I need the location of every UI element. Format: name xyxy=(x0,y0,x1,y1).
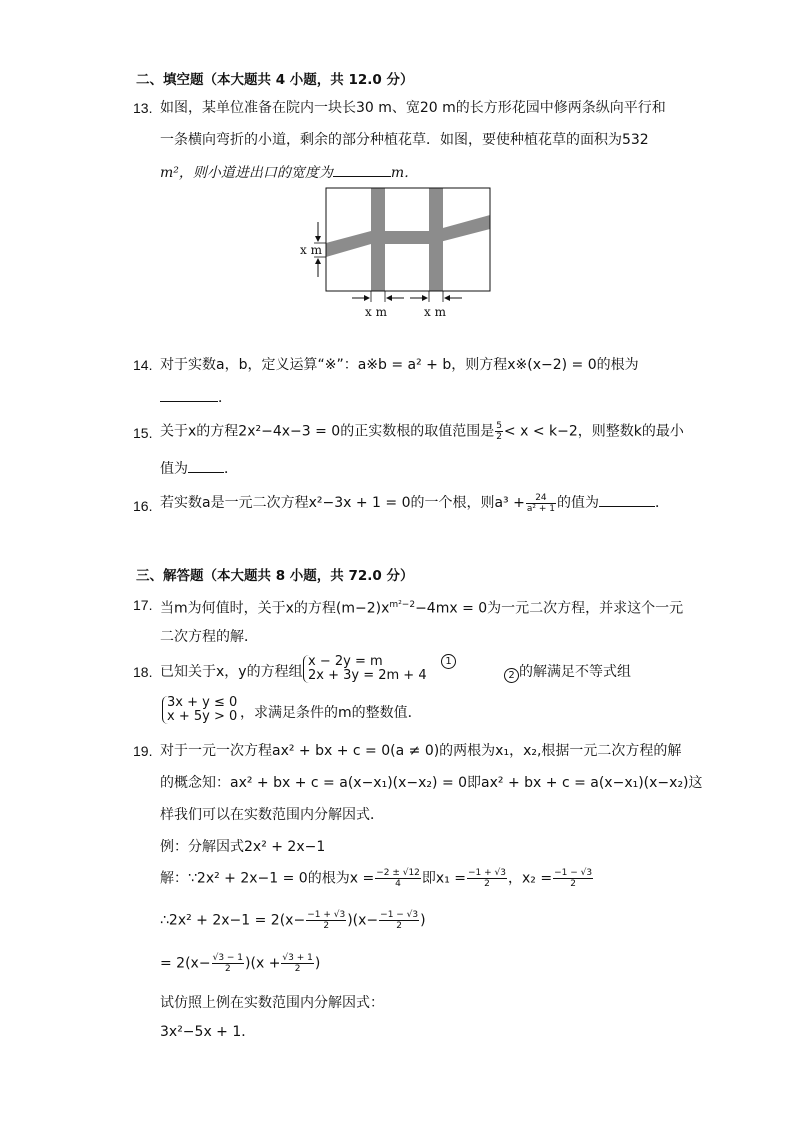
q15-line-2-end: ． xyxy=(224,461,238,477)
fraction-numerator: −1 − √3 xyxy=(380,910,419,920)
q17-line-1 xyxy=(160,595,683,619)
fraction-numerator: 24 xyxy=(526,493,556,504)
q13-line-3-end: m． xyxy=(390,165,419,181)
q15-line-1-start: 关于x的方程2x²−4x−3 = 0的正实数根的取值范围是 xyxy=(160,423,495,440)
section-title-solve: 三、解答题（本大题共 8 小题，共 72.0 分） xyxy=(136,568,414,584)
q16-line-1 xyxy=(160,492,669,514)
step-1-mid: )(x− xyxy=(347,912,379,929)
fraction-denominator: 2 xyxy=(396,921,403,931)
step-2-end: ) xyxy=(314,955,321,972)
question-number-15: 15. xyxy=(133,425,153,441)
fraction-denominator: 2 xyxy=(570,879,576,889)
inequality-2: x + 5y > 0 xyxy=(167,709,238,724)
fraction-numerator: −1 + √3 xyxy=(307,910,346,920)
fraction-5-over-2 xyxy=(495,421,503,442)
q13-line-3-start: m²，则小道进出口的宽度为 xyxy=(160,165,333,181)
q18-line-1-start: 已知关于x，y的方程组 xyxy=(160,664,303,680)
fraction-numerator: √3 − 1 xyxy=(212,953,244,963)
solution-start: 解：∵2x² + 2x−1 = 0的根为x = xyxy=(160,870,375,887)
question-number-16: 16. xyxy=(133,498,153,514)
q17-line-1-start: 当m为何值时，关于x的方程(m−2)x xyxy=(160,600,390,617)
x2-fraction xyxy=(553,868,593,889)
vertical-path-1 xyxy=(371,188,385,291)
q18-line-1-end: 的解满足不等式组 xyxy=(519,664,631,680)
answer-blank[interactable] xyxy=(188,458,224,473)
fraction-denominator: 2 xyxy=(224,964,231,974)
step-1-fraction-1 xyxy=(306,910,346,931)
question-number-14: 14. xyxy=(133,357,153,373)
fraction-denominator: 2 xyxy=(323,921,330,931)
q13-line-3 xyxy=(160,162,418,183)
q14-line-1: 对于实数a，b，定义运算“※”：a※b = a² + b，则方程x※(x−2) = 0的根为 xyxy=(160,357,639,373)
q19-solution-line xyxy=(160,868,594,889)
q17-line-2: 二次方程的解． xyxy=(160,629,258,645)
fraction-denominator: 2 xyxy=(484,879,490,889)
q19-expression: 3x²−5x + 1． xyxy=(160,1024,256,1040)
q13-line-2: 一条横向弯折的小道，剩余的部分种植花草．如图，要使种植花草的面积为532 xyxy=(160,132,649,148)
q19-example: 例：分解因式2x² + 2x−1 xyxy=(160,839,326,855)
fraction-denominator: 2 xyxy=(496,432,502,442)
question-number-19: 19. xyxy=(133,743,153,759)
q19-task: 试仿照上例在实数范围内分解因式： xyxy=(160,995,384,1011)
circled-number-1: 1 xyxy=(441,654,456,669)
q19-step-2 xyxy=(160,953,320,974)
figure-label-left: x m xyxy=(300,243,322,257)
solution-x2-label: ，x₂ = xyxy=(507,870,553,887)
question-number-13: 13. xyxy=(133,100,153,116)
q16-line-1-end: ． xyxy=(654,495,669,511)
figure-label-bottom-1: x m xyxy=(365,305,387,319)
figure-label-bottom-2: x m xyxy=(424,305,446,319)
step-1-start: ∴2x² + 2x−1 = 2(x− xyxy=(160,912,306,929)
solution-x1-label: 即x₁ = xyxy=(421,870,466,887)
q19-line-2: 的概念知：ax² + bx + c = a(x−x₁)(x−x₂) = 0即ax² + bx + c = a(x−x₁)(x−x₂)这 xyxy=(160,775,703,791)
fraction-numerator: 5 xyxy=(496,421,502,431)
circled-number-2: 2 xyxy=(504,668,519,683)
fraction-numerator: −2 ± √12 xyxy=(376,868,420,878)
question-number-17: 17. xyxy=(133,597,153,613)
step-1-end: ) xyxy=(420,912,426,929)
equation-2: 2x + 3y = 2m + 4 xyxy=(308,668,427,683)
garden-path-figure xyxy=(296,182,496,320)
section-title-fill-blank: 二、填空题（本大题共 4 小题，共 12.0 分） xyxy=(136,72,414,88)
equation-1: x − 2y = m xyxy=(308,654,383,669)
q15-line-2 xyxy=(160,458,238,479)
q15-line-1 xyxy=(160,421,684,442)
q16-line-1-mid: 的值为 xyxy=(556,495,599,511)
q14-line-2-end: ． xyxy=(218,390,232,406)
answer-blank[interactable] xyxy=(333,162,391,177)
q14-line-2 xyxy=(160,387,232,408)
root-fraction xyxy=(375,868,421,889)
step-2-fraction-2 xyxy=(281,953,313,974)
x1-fraction xyxy=(467,868,507,889)
q19-line-3: 样我们可以在实数范围内分解因式． xyxy=(160,807,384,823)
q17-line-1-end: −4mx = 0为一元二次方程，并求这个一元 xyxy=(415,600,684,617)
question-number-18: 18. xyxy=(133,664,153,680)
fraction-numerator: −1 + √3 xyxy=(467,868,506,878)
fraction-denominator: 2 xyxy=(294,964,301,974)
answer-blank[interactable] xyxy=(599,492,655,507)
q16-line-1-start: 若实数a是一元二次方程x²−3x + 1 = 0的一个根，则a³ + xyxy=(160,495,525,511)
fraction-numerator: −1 − √3 xyxy=(554,868,593,878)
exponent: m²−2 xyxy=(389,600,416,610)
q13-line-1: 如图，某单位准备在院内一块长30 m、宽20 m的长方形花园中修两条纵向平行和 xyxy=(160,100,666,116)
q19-step-1 xyxy=(160,910,426,931)
inequality-1: 3x + y ≤ 0 xyxy=(167,695,238,710)
q15-line-2-start: 值为 xyxy=(160,461,188,477)
step-2-fraction-1 xyxy=(212,953,244,974)
q15-line-1-end: < x < k−2，则整数k的最小 xyxy=(503,423,684,440)
step-2-mid: )(x + xyxy=(245,955,281,972)
equation-system xyxy=(303,655,427,683)
step-2-start: = 2(x− xyxy=(160,955,211,972)
fraction-denominator: a² + 1 xyxy=(526,503,555,514)
inequality-system xyxy=(162,696,237,724)
q18-line-2-end: ，求满足条件的m的整数值． xyxy=(240,705,422,721)
fraction-denominator: 4 xyxy=(395,879,401,889)
fraction-numerator: √3 + 1 xyxy=(282,953,313,963)
step-1-fraction-2 xyxy=(379,910,419,931)
vertical-path-2 xyxy=(429,188,443,291)
q19-line-1: 对于一元一次方程ax² + bx + c = 0(a ≠ 0)的两根为x₁，x₂,根据一元二次方程的解 xyxy=(160,743,682,759)
answer-blank[interactable] xyxy=(160,387,218,402)
fraction-24-over xyxy=(526,493,556,514)
